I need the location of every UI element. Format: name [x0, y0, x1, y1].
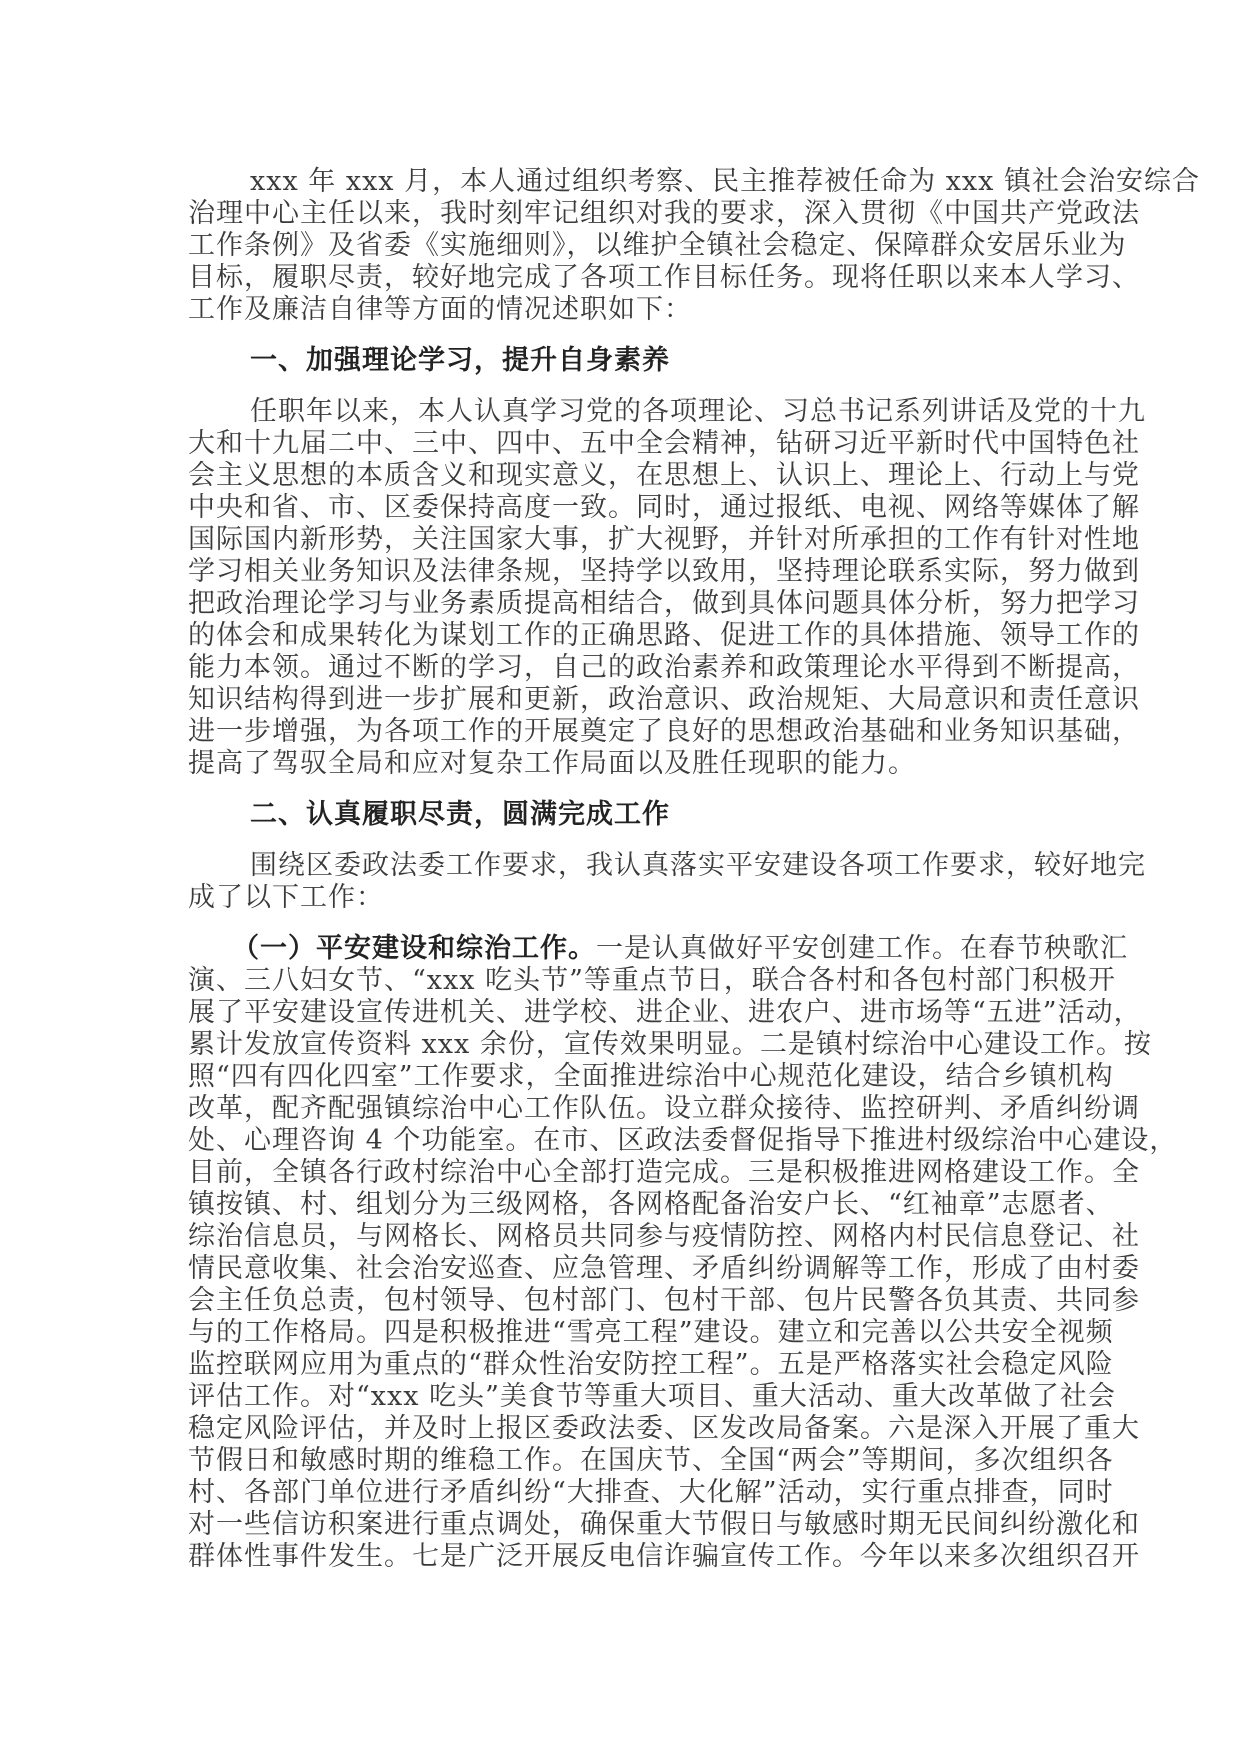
body-paragraph — [188, 166, 1200, 326]
line-text: 改革，配齐配强镇综治中心工作队伍。设立群众接待、监控研判、矛盾纠纷调 — [188, 1093, 1140, 1124]
line-text: 累计发放宣传资料 xxx 余份，宣传效果明显。二是镇村综治中心建设工作。按 — [188, 1029, 1152, 1060]
text-line — [188, 1125, 1178, 1157]
text-line — [188, 345, 1050, 377]
line-text: 国际国内新形势，关注国家大事，扩大视野，并针对所承担的工作有针对性地 — [188, 524, 1140, 555]
line-text: 工作及廉洁自律等方面的情况述职如下： — [188, 294, 692, 325]
line-text: 目前，全镇各行政村综治中心全部打造完成。三是积极推进网格建设工作。全 — [188, 1157, 1140, 1188]
line-text: 工作条例》及省委《实施细则》，以维护全镇社会稳定、保障群众安居乐业为 — [188, 230, 1127, 261]
line-text: 目标，履职尽责，较好地完成了各项工作目标任务。现将任职以来本人学习、 — [188, 262, 1140, 293]
line-text: 把政治理论学习与业务素质提高相结合，做到具体问题具体分析，努力把学习 — [188, 588, 1140, 619]
line-text: 展了平安建设宣传进机关、进学校、进企业、进农户、进市场等“五进”活动， — [188, 997, 1142, 1028]
text-line — [188, 1189, 1114, 1221]
text-line — [188, 716, 1140, 748]
text-line — [188, 492, 1140, 524]
line-text: 照“四有四化四室”工作要求，全面推进综治中心规范化建设，结合乡镇机构 — [188, 1061, 1114, 1092]
text-line — [188, 965, 1116, 997]
text-line — [188, 1413, 1140, 1445]
line-text: 中央和省、市、区委保持高度一致。同时，通过报纸、电视、网络等媒体了解 — [188, 492, 1140, 523]
line-text: 进一步增强，为各项工作的开展奠定了良好的思想政治基础和业务知识基础， — [188, 716, 1140, 747]
line-text: 评估工作。对“xxx 吃头”美食节等重大项目、重大活动、重大改革做了社会 — [188, 1381, 1116, 1412]
text-line — [188, 1381, 1116, 1413]
text-line — [188, 850, 1146, 882]
text-line — [188, 524, 1140, 556]
text-line — [188, 1349, 1114, 1381]
subsection-title: （一）平安建设和综治工作。 — [232, 933, 596, 964]
text-line — [188, 262, 1140, 294]
document-body — [188, 166, 1200, 1592]
line-text: 能力本领。通过不断的学习，自己的政治素养和政策理论水平得到不断提高， — [188, 652, 1140, 683]
section-heading — [188, 799, 1050, 831]
line-text: 演、三八妇女节、“xxx 吃头节”等重点节日，联合各村和各包村部门积极开 — [188, 965, 1116, 996]
text-line — [188, 933, 1128, 965]
text-line — [188, 198, 1140, 230]
line-text: 知识结构得到进一步扩展和更新，政治意识、政治规矩、大局意识和责任意识 — [188, 684, 1140, 715]
line-text: 综治信息员，与网格长、网格员共同参与疫情防控、网格内村民信息登记、社 — [188, 1221, 1140, 1252]
text-line — [188, 1285, 1140, 1317]
text-line — [188, 556, 1140, 588]
line-text: 会主义思想的本质含义和现实意义，在思想上、认识上、理论上、行动上与党 — [188, 460, 1140, 491]
text-line — [188, 882, 1050, 914]
line-text: 处、心理咨询 4 个功能室。在市、区政法委督促指导下推进村级综治中心建设， — [188, 1125, 1178, 1156]
line-text: 会主任负总责，包村领导、包村部门、包村干部、包片民警各负其责、共同参 — [188, 1285, 1140, 1316]
text-line — [188, 1509, 1140, 1541]
text-line — [188, 460, 1140, 492]
text-line — [188, 230, 1127, 262]
line-text: xxx 年 xxx 月，本人通过组织考察、民主推荐被任命为 xxx 镇社会治安综合 — [250, 166, 1200, 197]
line-text: 任职年以来，本人认真学习党的各项理论、习总书记系列讲话及党的十九 — [250, 396, 1146, 427]
line-text: 镇按镇、村、组划分为三级网格，各网格配备治安户长、“红袖章”志愿者、 — [188, 1189, 1114, 1220]
text-line — [188, 588, 1140, 620]
text-line — [188, 1093, 1140, 1125]
text-line — [188, 396, 1146, 428]
text-line — [188, 1541, 1140, 1573]
text-line — [188, 166, 1200, 198]
text-line — [188, 748, 1050, 780]
text-line — [188, 1029, 1152, 1061]
line-text: 成了以下工作： — [188, 882, 384, 913]
line-text: 二、认真履职尽责，圆满完成工作 — [250, 799, 670, 830]
text-line — [188, 652, 1140, 684]
text-line — [188, 1477, 1114, 1509]
text-line — [188, 997, 1142, 1029]
body-paragraph — [188, 850, 1146, 914]
text-line — [188, 1317, 1114, 1349]
line-text: 治理中心主任以来，我时刻牢记组织对我的要求，深入贯彻《中国共产党政法 — [188, 198, 1140, 229]
text-line — [188, 1221, 1140, 1253]
line-text: 村、各部门单位进行矛盾纠纷“大排查、大化解”活动，实行重点排查，同时 — [188, 1477, 1114, 1508]
line-text: 稳定风险评估，并及时上报区委政法委、区发改局备案。六是深入开展了重大 — [188, 1413, 1140, 1444]
line-text: 围绕区委政法委工作要求，我认真落实平安建设各项工作要求，较好地完 — [250, 850, 1146, 881]
text-line — [188, 294, 1050, 326]
section-heading — [188, 345, 1050, 377]
line-text: 群体性事件发生。七是广泛开展反电信诈骗宣传工作。今年以来多次组织召开 — [188, 1541, 1140, 1572]
text-line — [188, 1253, 1140, 1285]
line-text: 的体会和成果转化为谋划工作的正确思路、促进工作的具体措施、领导工作的 — [188, 620, 1140, 651]
line-text: 对一些信访积案进行重点调处，确保重大节假日与敏感时期无民间纠纷激化和 — [188, 1509, 1140, 1540]
line-text: 大和十九届二中、三中、四中、五中全会精神，钻研习近平新时代中国特色社 — [188, 428, 1140, 459]
text-line — [188, 1445, 1114, 1477]
text-line — [188, 428, 1140, 460]
text-line — [188, 684, 1140, 716]
text-line — [188, 1157, 1140, 1189]
line-text: 监控联网应用为重点的“群众性治安防控工程”。五是严格落实社会稳定风险 — [188, 1349, 1114, 1380]
subsection-paragraph — [188, 933, 1178, 1573]
line-text: 学习相关业务知识及法律条规，坚持学以致用，坚持理论联系实际，努力做到 — [188, 556, 1140, 587]
line-text: 一、加强理论学习，提升自身素养 — [250, 345, 670, 376]
text-line — [188, 620, 1140, 652]
line-text: 一是认真做好平安创建工作。在春节秧歌汇 — [596, 933, 1128, 964]
line-text: 与的工作格局。四是积极推进“雪亮工程”建设。建立和完善以公共安全视频 — [188, 1317, 1114, 1348]
line-text: 情民意收集、社会治安巡查、应急管理、矛盾纠纷调解等工作，形成了由村委 — [188, 1253, 1140, 1284]
text-line — [188, 1061, 1114, 1093]
line-text: 节假日和敏感时期的维稳工作。在国庆节、全国“两会”等期间，多次组织各 — [188, 1445, 1114, 1476]
body-paragraph — [188, 396, 1146, 780]
line-text: 提高了驾驭全局和应对复杂工作局面以及胜任现职的能力。 — [188, 748, 916, 779]
text-line — [188, 799, 1050, 831]
